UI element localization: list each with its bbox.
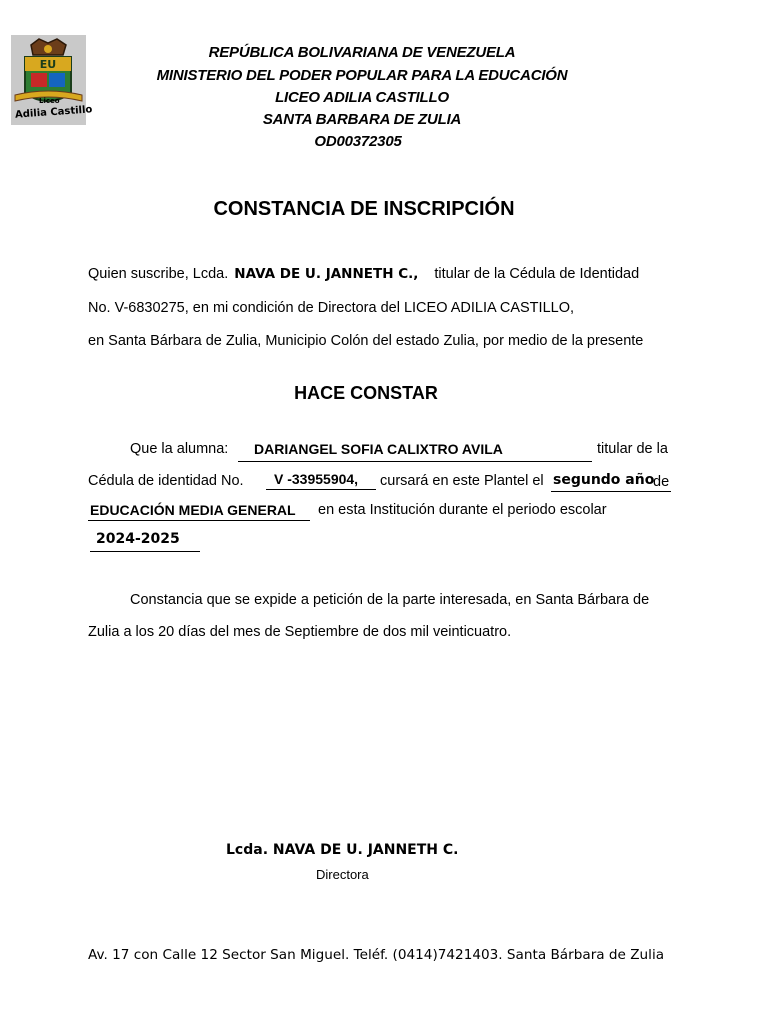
education-level: EDUCACIÓN MEDIA GENERAL <box>90 502 296 518</box>
student-id-underline <box>266 489 376 490</box>
section-heading: HACE CONSTAR <box>294 383 438 403</box>
header-ministry: MINISTERIO DEL PODER POPULAR PARA LA EDUCACIÓN <box>156 67 568 84</box>
school-period-underline <box>90 551 200 552</box>
header-school: LICEO ADILIA CASTILLO <box>275 89 449 106</box>
logo-label-top: Liceo <box>39 97 60 105</box>
header-code: OD00372305 <box>314 133 402 150</box>
closing-line-2: Zulia a los 20 días del mes de Septiembre de dos mil veinticuatro. <box>88 624 512 640</box>
intro-line-3: en Santa Bárbara de Zulia, Municipio Colón del estado Zulia, por medio de la presente <box>88 333 644 349</box>
closing-line-1: Constancia que se expide a petición de la parte interesada, en Santa Bárbara de <box>130 592 650 608</box>
school-logo <box>11 35 93 125</box>
school-year-underline <box>551 491 671 492</box>
school-period: 2024-2025 <box>96 531 180 547</box>
level-suffix: en esta Institución durante el periodo escolar <box>318 502 607 518</box>
signature-role: Directora <box>316 867 369 882</box>
year-suffix: de <box>653 474 670 490</box>
intro-line-1 <box>88 266 639 282</box>
id-suffix: cursará en este Plantel el <box>380 473 544 489</box>
school-year: segundo año <box>553 472 655 488</box>
id-prefix: Cédula de identidad No. <box>88 473 244 489</box>
student-prefix: Que la alumna: <box>130 441 229 457</box>
student-name-underline <box>238 461 592 462</box>
signature-name: Lcda. NAVA DE U. JANNETH C. <box>226 842 459 858</box>
intro-line-2: No. V-6830275, en mi condición de Directora del LICEO ADILIA CASTILLO, <box>88 300 575 316</box>
header-republic: REPÚBLICA BOLIVARIANA DE VENEZUELA <box>208 44 516 61</box>
footer-address: Av. 17 con Calle 12 Sector San Miguel. Teléf. (0414)7421403. Santa Bárbara de Zulia <box>88 947 665 963</box>
education-level-underline <box>88 520 310 521</box>
svg-text:EU: EU <box>39 58 57 71</box>
intro-prefix: Quien suscribe, Lcda. <box>88 266 229 282</box>
student-id: V -33955904, <box>274 471 359 487</box>
student-suffix: titular de la <box>597 441 668 457</box>
student-name: DARIANGEL SOFIA CALIXTRO AVILA <box>254 441 503 457</box>
logo-label-bottom: Adilia Castillo <box>14 104 93 121</box>
intro-suffix: titular de la Cédula de Identidad <box>434 266 640 282</box>
header-city: SANTA BARBARA DE ZULIA <box>262 111 462 128</box>
signer-name: NAVA DE U. JANNETH C., <box>234 266 419 282</box>
document-title: CONSTANCIA DE INSCRIPCIÓN <box>213 198 515 220</box>
